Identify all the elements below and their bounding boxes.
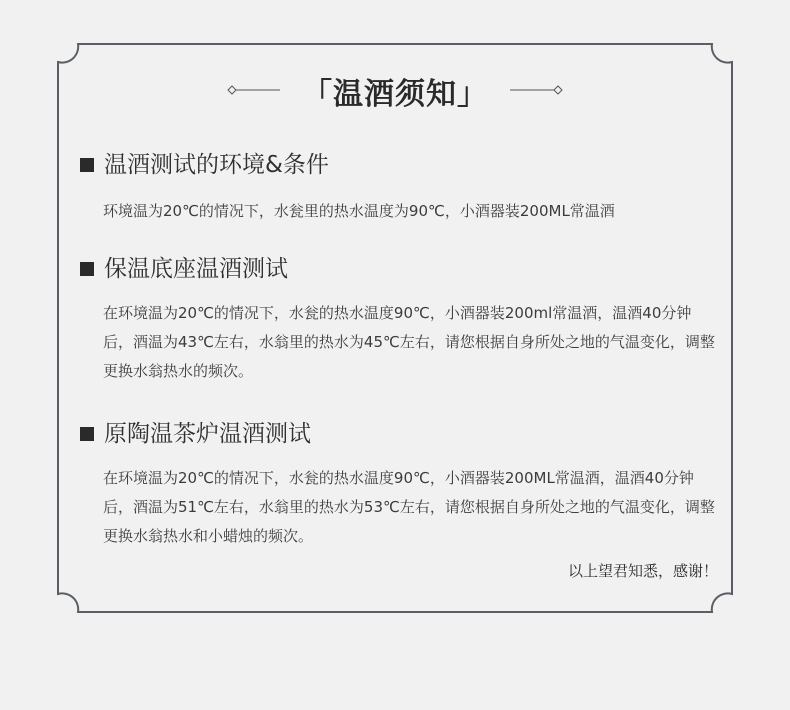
square-bullet-icon [80,158,94,172]
page-title [0,69,790,113]
title-row [0,66,790,110]
section-heading [80,418,720,450]
closing-note: 以上望君知悉，感谢！ [567,562,718,580]
section-environment [80,149,720,226]
section-body: 在环境温为20℃的情况下，水瓮的热水温度90℃，小酒器装200ml常温酒，温酒40分钟后，酒温为43℃左右，水翁里的热水为45℃左右，请您根据自身所处之地的气温变化，调整更换水翁热水的频次。 [103,304,715,380]
title-bracket-open: 「 [302,77,333,112]
title-bracket-close: 」 [457,77,488,112]
section-base-test [80,253,720,386]
section-heading-text: 温酒测试的环境&条件 [104,152,329,178]
section-body: 环境温为20℃的情况下，水瓮里的热水温度为90℃，小酒器装200ML常温酒 [103,202,615,220]
section-heading [80,149,720,181]
section-body: 在环境温为20℃的情况下，水瓮的热水温度90℃，小酒器装200ML常温酒，温酒40分钟后，酒温为51℃左右，水翁里的热水为53℃左右，请您根据自身所处之地的气温变化，调整更换水翁热水和小蜡烛的频次。 [103,469,715,545]
section-heading [80,253,720,285]
title-label: 温酒须知 [333,77,457,112]
section-stove-test [80,418,720,551]
square-bullet-icon [80,427,94,441]
section-heading-text: 保温底座温酒测试 [104,256,288,282]
section-heading-text: 原陶温茶炉温酒测试 [104,421,311,447]
square-bullet-icon [80,262,94,276]
